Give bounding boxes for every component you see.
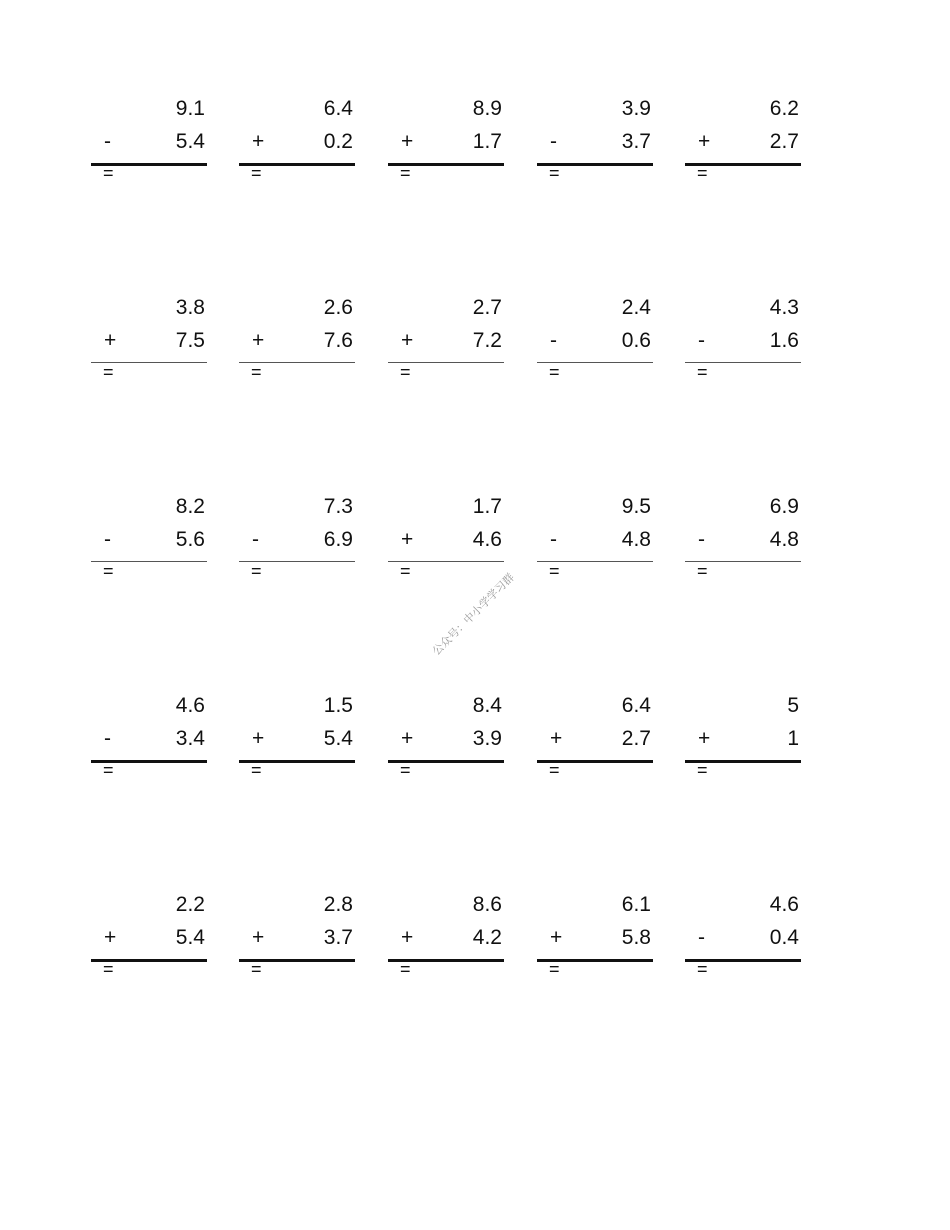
top-number: 8.6 [472, 893, 502, 916]
equals-sign: = [103, 362, 114, 382]
bottom-number: 7.2 [472, 329, 502, 352]
bottom-number: 5.4 [323, 727, 353, 750]
operator-sign: - [252, 528, 259, 551]
problem-3-3 [388, 495, 506, 585]
top-number: 1.5 [323, 694, 353, 717]
operator-sign: - [104, 528, 111, 551]
top-number: 6.4 [621, 694, 651, 717]
bottom-number: 4.2 [472, 926, 502, 949]
bottom-number: 7.5 [175, 329, 205, 352]
operator-sign: - [104, 130, 111, 153]
equals-sign: = [697, 362, 708, 382]
problem-1-1 [91, 97, 209, 187]
top-number: 2.8 [323, 893, 353, 916]
problem-4-5 [685, 694, 803, 784]
operator-sign: - [550, 130, 557, 153]
problem-2-3 [388, 296, 506, 386]
operator-sign: + [252, 926, 265, 949]
problem-4-1 [91, 694, 209, 784]
problem-5-1 [91, 893, 209, 983]
problem-2-4 [537, 296, 655, 386]
operator-sign: - [698, 926, 705, 949]
bottom-number: 5.4 [175, 130, 205, 153]
equals-sign: = [251, 561, 262, 581]
equals-sign: = [549, 163, 560, 183]
bottom-number: 2.7 [621, 727, 651, 750]
top-number: 7.3 [323, 495, 353, 518]
equals-sign: = [103, 561, 114, 581]
operator-sign: + [401, 329, 414, 352]
problem-4-2 [239, 694, 357, 784]
problem-1-3 [388, 97, 506, 187]
operator-sign: - [550, 329, 557, 352]
top-number: 4.3 [769, 296, 799, 319]
bottom-number: 1.6 [769, 329, 799, 352]
bottom-number: 0.2 [323, 130, 353, 153]
equals-sign: = [251, 163, 262, 183]
top-number: 3.9 [621, 97, 651, 120]
problem-4-4 [537, 694, 655, 784]
bottom-number: 1.7 [472, 130, 502, 153]
top-number: 4.6 [175, 694, 205, 717]
equals-sign: = [697, 959, 708, 979]
problem-1-5 [685, 97, 803, 187]
equals-sign: = [400, 760, 411, 780]
equals-sign: = [549, 760, 560, 780]
operator-sign: - [104, 727, 111, 750]
problem-3-2 [239, 495, 357, 585]
problem-4-3 [388, 694, 506, 784]
bottom-number: 3.7 [621, 130, 651, 153]
problem-5-3 [388, 893, 506, 983]
operator-sign: + [401, 130, 414, 153]
top-number: 6.2 [769, 97, 799, 120]
problem-2-1 [91, 296, 209, 386]
top-number: 3.8 [175, 296, 205, 319]
equals-sign: = [103, 760, 114, 780]
operator-sign: - [698, 528, 705, 551]
problem-1-2 [239, 97, 357, 187]
watermark-text: 公众号：中小学学习群 [429, 570, 517, 658]
bottom-number: 2.7 [769, 130, 799, 153]
operator-sign: + [104, 329, 117, 352]
problem-5-4 [537, 893, 655, 983]
top-number: 5 [787, 694, 799, 717]
equals-sign: = [549, 362, 560, 382]
bottom-number: 3.7 [323, 926, 353, 949]
operator-sign: + [104, 926, 117, 949]
top-number: 8.4 [472, 694, 502, 717]
problem-3-5 [685, 495, 803, 585]
problem-3-4 [537, 495, 655, 585]
operator-sign: + [401, 926, 414, 949]
bottom-number: 5.8 [621, 926, 651, 949]
top-number: 8.2 [175, 495, 205, 518]
bottom-number: 3.4 [175, 727, 205, 750]
operator-sign: + [550, 727, 563, 750]
top-number: 1.7 [472, 495, 502, 518]
equals-sign: = [549, 959, 560, 979]
equals-sign: = [549, 561, 560, 581]
operator-sign: + [698, 130, 711, 153]
equals-sign: = [697, 760, 708, 780]
problem-2-5 [685, 296, 803, 386]
equals-sign: = [697, 163, 708, 183]
equals-sign: = [400, 561, 411, 581]
problem-3-1 [91, 495, 209, 585]
operator-sign: + [550, 926, 563, 949]
operator-sign: + [252, 130, 265, 153]
top-number: 6.4 [323, 97, 353, 120]
operator-sign: + [401, 528, 414, 551]
equals-sign: = [251, 760, 262, 780]
problem-1-4 [537, 97, 655, 187]
bottom-number: 0.6 [621, 329, 651, 352]
equals-sign: = [400, 163, 411, 183]
equals-sign: = [103, 959, 114, 979]
operator-sign: + [252, 727, 265, 750]
equals-sign: = [697, 561, 708, 581]
bottom-number: 5.4 [175, 926, 205, 949]
top-number: 2.6 [323, 296, 353, 319]
top-number: 2.7 [472, 296, 502, 319]
top-number: 6.9 [769, 495, 799, 518]
bottom-number: 4.8 [621, 528, 651, 551]
equals-sign: = [400, 959, 411, 979]
bottom-number: 3.9 [472, 727, 502, 750]
top-number: 8.9 [472, 97, 502, 120]
operator-sign: - [550, 528, 557, 551]
top-number: 4.6 [769, 893, 799, 916]
equals-sign: = [251, 959, 262, 979]
equals-sign: = [103, 163, 114, 183]
operator-sign: + [401, 727, 414, 750]
operator-sign: + [698, 727, 711, 750]
bottom-number: 1 [787, 727, 799, 750]
top-number: 2.2 [175, 893, 205, 916]
problem-5-2 [239, 893, 357, 983]
bottom-number: 0.4 [769, 926, 799, 949]
bottom-number: 6.9 [323, 528, 353, 551]
top-number: 6.1 [621, 893, 651, 916]
bottom-number: 7.6 [323, 329, 353, 352]
bottom-number: 5.6 [175, 528, 205, 551]
problem-5-5 [685, 893, 803, 983]
top-number: 9.1 [175, 97, 205, 120]
bottom-number: 4.8 [769, 528, 799, 551]
top-number: 9.5 [621, 495, 651, 518]
equals-sign: = [251, 362, 262, 382]
equals-sign: = [400, 362, 411, 382]
problem-2-2 [239, 296, 357, 386]
bottom-number: 4.6 [472, 528, 502, 551]
operator-sign: - [698, 329, 705, 352]
operator-sign: + [252, 329, 265, 352]
top-number: 2.4 [621, 296, 651, 319]
